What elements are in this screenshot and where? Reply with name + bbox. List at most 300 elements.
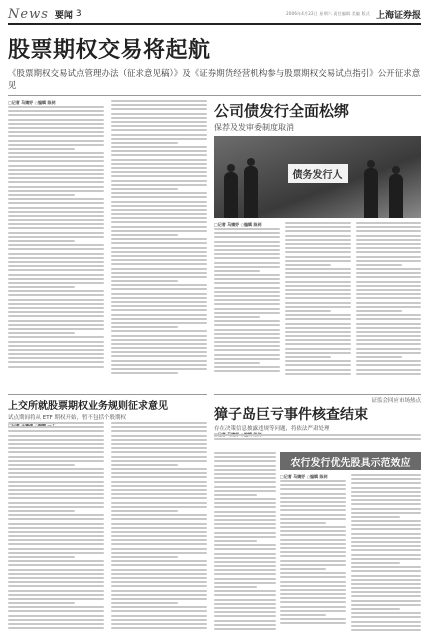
text-line	[8, 282, 104, 284]
text-line	[8, 569, 104, 571]
lead-column-2	[111, 100, 207, 390]
story5-column-1	[280, 474, 346, 640]
text-line	[111, 610, 207, 612]
text-line	[214, 599, 276, 601]
text-line	[111, 590, 207, 592]
text-line	[214, 282, 280, 284]
text-line	[8, 502, 104, 504]
text-line	[8, 336, 104, 338]
story2-column-3	[356, 100, 421, 390]
text-line	[356, 302, 421, 304]
text-line	[8, 274, 104, 276]
text-line	[8, 332, 75, 334]
text-line	[8, 506, 104, 508]
text-line	[214, 345, 280, 347]
text-line	[285, 348, 351, 350]
text-line	[351, 629, 421, 631]
text-line	[351, 595, 421, 597]
text-line	[8, 240, 75, 242]
story2-headline: 公司债发行全面松绑	[214, 102, 350, 120]
text-line	[111, 205, 207, 207]
text-line	[214, 337, 280, 339]
text-line	[280, 618, 346, 620]
story5-headline: 农行发行优先股具示范效应	[280, 452, 421, 470]
text-line	[285, 302, 351, 304]
text-line	[8, 223, 104, 225]
text-line	[8, 232, 104, 234]
text-line	[8, 451, 104, 453]
text-line	[111, 230, 207, 232]
text-line	[285, 256, 351, 258]
text-line	[8, 257, 104, 259]
text-line	[285, 373, 351, 375]
text-line	[214, 494, 257, 496]
text-line	[214, 506, 276, 508]
text-line	[214, 527, 276, 529]
text-line	[285, 281, 351, 283]
text-line	[285, 235, 351, 237]
text-line	[8, 468, 104, 470]
text-line	[356, 251, 421, 253]
text-line	[8, 594, 104, 596]
text-line	[111, 368, 207, 370]
text-line	[111, 443, 207, 445]
text-line	[285, 226, 351, 228]
text-line	[280, 484, 346, 486]
text-line	[111, 497, 207, 499]
text-line	[8, 610, 104, 612]
text-line	[214, 320, 280, 322]
text-line	[111, 343, 207, 345]
text-line	[356, 276, 421, 278]
text-line	[8, 286, 75, 288]
text-line	[8, 341, 104, 343]
lead-text-2	[111, 100, 207, 376]
text-line	[285, 327, 351, 329]
text-line	[8, 169, 104, 171]
text-line	[111, 154, 207, 156]
text-line	[356, 272, 421, 274]
text-line	[8, 577, 104, 579]
text-line	[214, 586, 257, 588]
text-line	[111, 167, 207, 169]
text-line	[351, 537, 421, 539]
text-line	[280, 564, 346, 566]
text-line	[214, 266, 280, 268]
text-line	[111, 180, 207, 182]
text-line	[8, 464, 75, 466]
text-line	[214, 278, 280, 280]
text-line	[111, 364, 207, 366]
story4-text-lines	[214, 434, 421, 442]
text-line	[8, 265, 104, 267]
text-line	[214, 341, 280, 343]
text-line	[356, 226, 421, 228]
text-line	[111, 468, 207, 470]
text-line	[285, 230, 351, 232]
story4-text	[214, 434, 421, 444]
text-line	[285, 276, 351, 278]
story2-byline: □记者 马婧妤 ○编辑 陈剑	[214, 222, 262, 227]
text-line	[8, 236, 104, 238]
text-line	[8, 573, 104, 575]
text-line	[214, 502, 276, 504]
text-line	[214, 456, 276, 458]
text-line	[356, 230, 421, 232]
text-line	[111, 518, 207, 520]
text-line	[8, 556, 75, 558]
text-line	[356, 239, 421, 241]
text-line	[8, 307, 104, 309]
text-line	[351, 474, 421, 476]
text-line	[285, 356, 331, 358]
text-line	[214, 370, 280, 372]
text-line	[111, 464, 178, 466]
text-line	[356, 318, 421, 320]
story2-column-2	[285, 222, 351, 390]
text-line	[8, 606, 104, 608]
text-line	[351, 621, 421, 623]
text-line	[111, 100, 207, 102]
text-line	[351, 558, 421, 560]
text-line	[356, 339, 421, 341]
text-line	[280, 622, 346, 624]
text-line	[280, 555, 346, 557]
text-line	[111, 142, 178, 144]
text-line	[285, 272, 351, 274]
text-line	[111, 510, 178, 512]
story3-text-1	[8, 422, 104, 631]
text-line	[280, 543, 346, 545]
text-line	[8, 261, 104, 263]
text-line	[8, 514, 104, 516]
text-line	[111, 585, 207, 587]
text-line	[356, 323, 421, 325]
text-line	[214, 329, 280, 331]
text-line	[111, 619, 207, 621]
text-line	[214, 228, 280, 230]
text-line	[8, 173, 104, 175]
text-line	[111, 347, 207, 349]
text-line	[8, 320, 104, 322]
text-line	[8, 140, 104, 142]
text-line	[356, 293, 421, 295]
text-line	[285, 251, 351, 253]
text-line	[111, 314, 207, 316]
text-line	[214, 578, 276, 580]
text-line	[8, 215, 104, 217]
text-line	[111, 301, 207, 303]
text-line	[8, 481, 104, 483]
text-line	[351, 482, 421, 484]
text-line	[111, 238, 207, 240]
text-line	[8, 349, 104, 351]
text-line	[8, 422, 104, 424]
text-line	[8, 148, 75, 150]
text-line	[356, 289, 421, 291]
text-line	[8, 152, 104, 154]
text-line	[285, 369, 351, 371]
text-line	[285, 306, 351, 308]
text-line	[8, 426, 104, 428]
text-line	[214, 628, 276, 630]
text-line	[351, 533, 421, 535]
text-line	[214, 270, 260, 272]
text-line	[285, 339, 351, 341]
text-line	[356, 360, 421, 362]
text-line	[214, 481, 276, 483]
text-line	[8, 489, 104, 491]
story4-text-1	[214, 452, 276, 632]
text-line	[280, 547, 346, 549]
text-line	[280, 585, 346, 587]
text-line	[356, 314, 421, 316]
text-line	[111, 159, 207, 161]
text-line	[111, 318, 207, 320]
text-line	[214, 561, 276, 563]
text-line	[8, 269, 104, 271]
text-line	[285, 243, 351, 245]
text-line	[111, 284, 207, 286]
text-line	[285, 314, 351, 316]
text-line	[8, 315, 104, 317]
text-line	[285, 289, 351, 291]
story5-text-1	[280, 480, 346, 627]
lead-column-1	[8, 100, 104, 390]
text-line	[214, 333, 280, 335]
text-line	[111, 213, 207, 215]
text-line	[111, 594, 207, 596]
text-line	[8, 144, 104, 146]
story2-text-2	[285, 222, 351, 377]
text-line	[214, 490, 276, 492]
text-line	[280, 514, 346, 516]
text-line	[285, 222, 351, 224]
text-line	[111, 372, 178, 374]
text-line	[214, 511, 276, 513]
text-line	[111, 163, 207, 165]
text-line	[8, 523, 104, 525]
text-line	[351, 608, 400, 610]
story2-text-1	[214, 228, 280, 375]
text-line	[111, 351, 207, 353]
text-line	[111, 481, 207, 483]
text-line	[8, 123, 104, 125]
text-line	[8, 278, 104, 280]
story3-headline: 上交所就股票期权业务规则征求意见	[8, 401, 168, 412]
text-line	[214, 594, 276, 596]
text-line	[356, 247, 421, 249]
text-line	[8, 531, 104, 533]
text-line	[285, 293, 351, 295]
text-line	[356, 310, 402, 312]
text-line	[356, 364, 421, 366]
story4-header	[214, 394, 421, 438]
text-line	[356, 356, 402, 358]
text-line	[351, 503, 421, 505]
text-line	[111, 426, 207, 428]
lead-headline: 股票期权交易将起航	[8, 38, 211, 63]
text-line	[8, 127, 104, 129]
text-line	[111, 548, 207, 550]
text-line	[8, 539, 104, 541]
text-line	[214, 303, 280, 305]
text-line	[214, 565, 276, 567]
text-line	[111, 485, 207, 487]
text-line	[214, 465, 276, 467]
text-line	[8, 110, 104, 112]
text-line	[8, 510, 75, 512]
text-line	[351, 554, 421, 556]
text-line	[8, 131, 104, 133]
text-line	[214, 257, 280, 259]
text-line	[280, 488, 346, 490]
text-line	[111, 598, 207, 600]
text-line	[356, 306, 421, 308]
text-line	[111, 569, 207, 571]
text-line	[8, 202, 104, 204]
text-line	[8, 353, 104, 355]
text-line	[8, 194, 75, 196]
text-line	[8, 460, 104, 462]
text-line	[356, 343, 421, 345]
text-line	[214, 548, 276, 550]
text-line	[8, 543, 104, 545]
text-line	[280, 606, 346, 608]
text-line	[8, 590, 104, 592]
text-line	[214, 312, 280, 314]
text-line	[351, 591, 421, 593]
text-line	[111, 113, 207, 115]
text-line	[351, 604, 421, 606]
lead-byline: □记者 马婧妤 ○编辑 陈剑	[8, 100, 56, 105]
text-line	[8, 299, 104, 301]
text-line	[280, 589, 346, 591]
text-line	[111, 259, 207, 261]
text-line	[285, 318, 351, 320]
text-line	[351, 491, 421, 493]
text-line	[8, 430, 104, 432]
text-line	[111, 272, 207, 274]
text-line	[111, 234, 178, 236]
text-line	[111, 322, 207, 324]
text-line	[214, 249, 280, 251]
text-line	[356, 373, 421, 375]
story5-text-2	[351, 474, 421, 633]
text-line	[111, 451, 207, 453]
text-line	[351, 524, 421, 526]
text-line	[351, 587, 421, 589]
text-line	[111, 146, 207, 148]
text-line	[280, 560, 346, 562]
text-line	[111, 552, 207, 554]
text-line	[356, 369, 421, 371]
story2-text-3	[356, 222, 421, 377]
text-line	[285, 285, 351, 287]
text-line	[214, 241, 280, 243]
text-line	[8, 345, 104, 347]
text-line	[111, 226, 207, 228]
text-line	[8, 303, 104, 305]
text-line	[111, 581, 207, 583]
text-line	[214, 262, 280, 264]
text-line	[8, 497, 104, 499]
text-line	[8, 114, 104, 116]
text-line	[111, 335, 207, 337]
text-line	[356, 297, 421, 299]
section-label: 要闻	[54, 10, 73, 21]
text-line	[214, 486, 276, 488]
text-line	[285, 360, 351, 362]
text-line	[8, 619, 104, 621]
text-line	[8, 211, 104, 213]
text-line	[351, 545, 421, 547]
text-line	[111, 175, 207, 177]
text-line	[214, 308, 280, 310]
text-line	[111, 430, 207, 432]
text-line	[111, 556, 178, 558]
text-line	[8, 439, 104, 441]
lead-text-1	[8, 106, 104, 370]
story2-column-1	[214, 222, 280, 390]
text-line	[8, 493, 104, 495]
text-line	[111, 527, 207, 529]
text-line	[111, 456, 207, 458]
text-line	[214, 473, 276, 475]
text-line	[111, 293, 207, 295]
text-line	[214, 477, 276, 479]
text-line	[214, 624, 276, 626]
text-line	[356, 327, 421, 329]
story3-column-2	[111, 422, 207, 640]
text-line	[351, 549, 421, 551]
text-line	[8, 324, 104, 326]
brand-logo: News	[8, 6, 49, 22]
text-line	[214, 544, 276, 546]
text-line	[214, 299, 280, 301]
text-line	[111, 531, 207, 533]
text-line	[111, 297, 207, 299]
text-line	[214, 590, 276, 592]
story3-text-2	[111, 422, 207, 631]
text-line	[285, 297, 351, 299]
text-line	[111, 247, 207, 249]
text-line	[111, 493, 207, 495]
text-line	[8, 190, 104, 192]
text-line	[214, 236, 280, 238]
text-line	[111, 339, 207, 341]
article-body	[8, 100, 421, 640]
text-line	[280, 539, 346, 541]
text-line	[285, 323, 351, 325]
story5-column-2	[351, 474, 421, 640]
text-line	[280, 509, 346, 511]
text-line	[351, 570, 421, 572]
text-line	[111, 543, 207, 545]
text-line	[8, 627, 104, 629]
text-line	[111, 560, 207, 562]
text-line	[8, 119, 104, 121]
text-line	[214, 532, 276, 534]
text-line	[111, 447, 207, 449]
text-line	[8, 548, 104, 550]
text-line	[214, 349, 280, 351]
page-number: 3	[75, 9, 82, 19]
text-line	[111, 251, 207, 253]
text-line	[111, 439, 207, 441]
text-line	[214, 620, 276, 622]
text-line	[280, 501, 346, 503]
